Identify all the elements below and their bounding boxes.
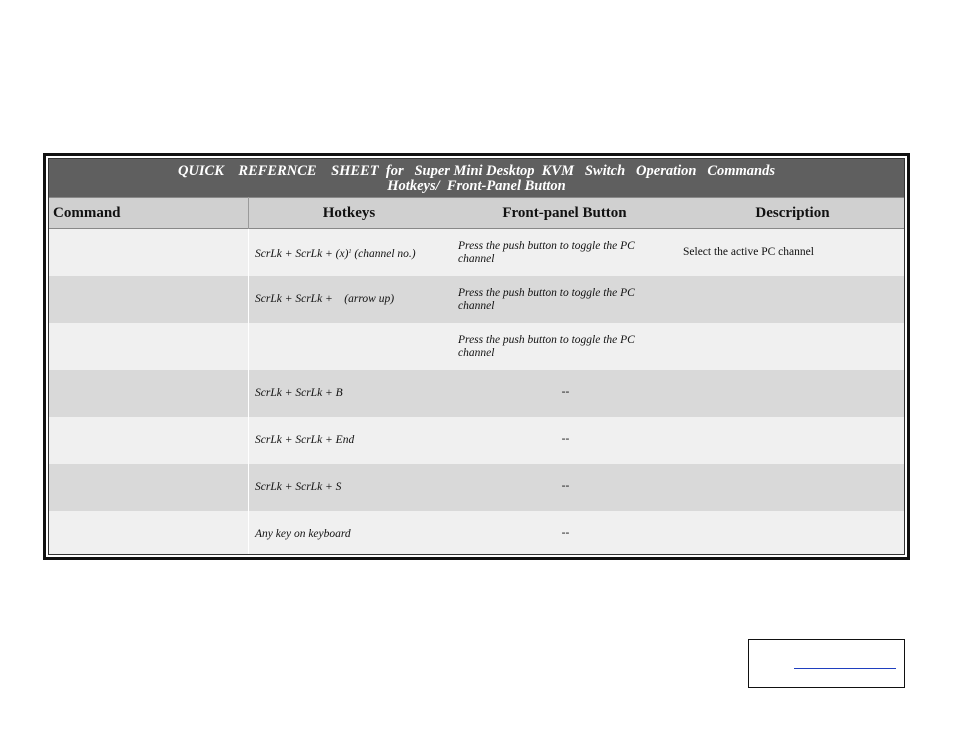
front-panel-cell: Press the push button to toggle the PC channel [458,287,635,312]
table-row [49,229,904,276]
header-command: Command [53,205,121,221]
title-line-2: Hotkeys/ Front-Panel Button [387,178,566,194]
hotkey-cell: Any key on keyboard [255,528,351,540]
front-panel-cell: -- [561,386,570,398]
front-panel-cell: Press the push button to toggle the PC channel [458,240,635,265]
header-front-panel: Front-panel Button [502,205,627,221]
table-row [49,323,904,370]
column-divider [248,323,249,370]
column-divider [248,229,249,276]
header-hotkeys: Hotkeys [322,205,376,221]
header-divider [248,197,249,229]
column-divider [248,370,249,417]
note-box [748,639,905,688]
front-panel-cell: -- [561,480,570,492]
table-row [49,370,904,417]
table-body [49,229,904,555]
footnote-marker: 1 [348,249,352,255]
hotkey-cell: ScrLk + ScrLk + (arrow up) [255,293,395,305]
front-panel-cell: Press the push button to toggle the PC channel [458,334,635,359]
column-divider [248,276,249,323]
header-description: Description [755,205,830,221]
table-row [49,417,904,464]
hotkey-text: ScrLk + ScrLk + (x) [255,248,349,260]
table-title [49,159,904,197]
column-divider [248,464,249,511]
title-line-1: QUICK REFERNCE SHEET for Super Mini Desktop KVM Switch Operation Commands [177,163,776,179]
hotkey-cell: ScrLk + ScrLk + S [255,481,342,493]
header-row [49,197,904,229]
hotkey-cell: ScrLk + ScrLk + B [255,387,343,399]
table-row [49,464,904,511]
reference-table [48,158,905,555]
hotkey-cell [255,246,416,261]
column-divider [248,511,249,555]
front-panel-cell: -- [561,527,570,539]
front-panel-cell: -- [561,433,570,445]
quick-reference-sheet [43,153,910,560]
table-row [49,276,904,323]
link-underline[interactable] [794,668,896,669]
description-cell: Select the active PC channel [683,246,814,258]
column-divider [248,417,249,464]
table-row [49,511,904,555]
hotkey-cell: ScrLk + ScrLk + End [255,434,355,446]
hotkey-suffix: (channel no.) [351,248,416,260]
